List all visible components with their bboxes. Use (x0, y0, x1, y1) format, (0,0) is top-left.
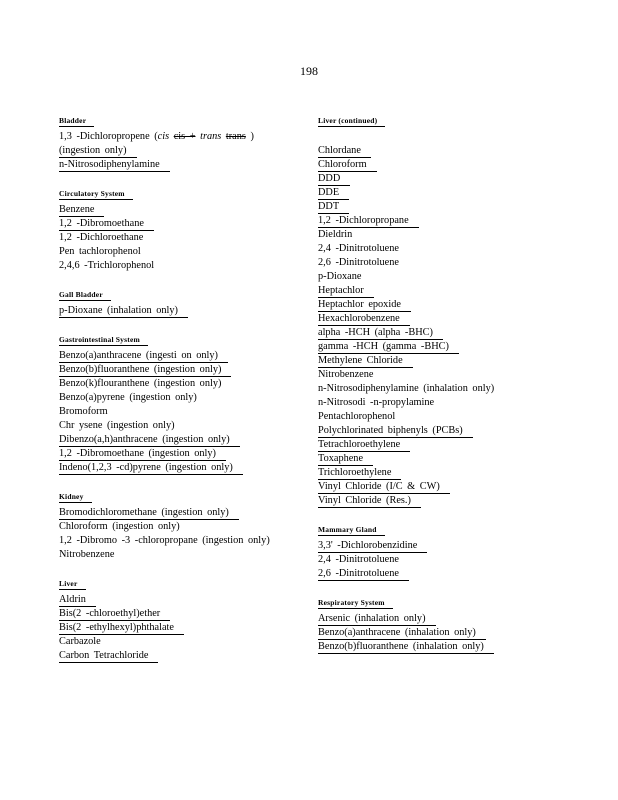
chemical-entry-text: Heptachlor (318, 285, 374, 298)
chemical-entry (59, 304, 299, 318)
section-kidney (59, 486, 299, 562)
chemical-entry-text: Nitrobenzene (318, 369, 374, 380)
chemical-entry-text: Benzo(a)pyrene (ingestion only) (59, 392, 197, 403)
chemical-entry (318, 539, 578, 553)
chemical-entry-text: Benzo(k)flouranthene (ingestion only) (59, 378, 222, 389)
chemical-entry-text: Bis(2 -chloroethyl)ether (59, 608, 170, 621)
chemical-entry (318, 452, 578, 466)
chemical-entry (318, 298, 578, 312)
chemical-entry-text: 1,2 -Dichloropropane (318, 215, 419, 228)
chemical-entry (318, 242, 578, 256)
chemical-entry-text: n-Nitrosodiphenylamine (59, 159, 170, 172)
section-circulatory-system (59, 183, 299, 273)
chemical-entry (59, 635, 299, 649)
chemical-entry-text: Benzo(a)anthracene (ingesti on only) (59, 350, 228, 363)
chemical-entry (59, 520, 299, 534)
chemical-entry (59, 461, 299, 475)
chemical-entry (318, 214, 578, 228)
chemical-entry-text: DDE (318, 187, 349, 200)
chemical-entry-text: 2,4 -Dinitrotoluene (318, 243, 399, 254)
chemical-entry (59, 130, 299, 144)
section-heading: Gastrointestinal System (59, 334, 148, 346)
chemical-entry (59, 593, 299, 607)
chemical-entry (59, 144, 299, 158)
chemical-entry-text: Dibenzo(a,h)anthracene (ingestion only) (59, 434, 240, 447)
chemical-entry-text: 1,2 -Dichloroethane (59, 232, 144, 243)
chemical-entry (318, 200, 578, 214)
chemical-entry (59, 621, 299, 635)
chemical-entry (318, 626, 578, 640)
chemical-entry-text: Tetrachloroethylene (318, 439, 410, 452)
chemical-entry-text: alpha -HCH (alpha -BHC) (318, 327, 443, 340)
chemical-entry (59, 217, 299, 231)
chemical-entry (318, 368, 578, 382)
chemical-entry-text: p-Dioxane (318, 271, 362, 282)
chemical-entry-text: Indeno(1,2,3 -cd)pyrene (ingestion only) (59, 462, 243, 475)
chemical-entry (318, 424, 578, 438)
chemical-entry (59, 405, 299, 419)
chemical-entry-text: Chloroform (ingestion only) (59, 521, 180, 532)
chemical-entry (318, 256, 578, 270)
section-gall-bladder (59, 284, 299, 318)
chemical-entry (59, 259, 299, 273)
chemical-entry (59, 377, 299, 391)
chemical-entry-text: Toxaphene (318, 453, 373, 466)
chemical-entry (318, 410, 578, 424)
chemical-entry (318, 553, 578, 567)
chemical-entry (318, 312, 578, 326)
chemical-entry (59, 607, 299, 621)
chemical-entry (59, 447, 299, 461)
chemical-entry (318, 480, 578, 494)
chemical-entry (318, 158, 578, 172)
chemical-entry-text: Benzo(b)fluoranthene (inhalation only) (318, 641, 494, 654)
chemical-entry-text: Benzene (59, 204, 104, 217)
chemical-entry-text: Benzo(b)fluoranthene (ingestion only) (59, 364, 231, 377)
section-heading: Respiratory System (318, 597, 393, 609)
chemical-entry (59, 649, 299, 663)
chemical-entry (318, 612, 578, 626)
chemical-entry-text: Hexachlorobenzene (318, 313, 410, 326)
chemical-entry (318, 382, 578, 396)
left-column (59, 110, 299, 674)
chemical-entry (318, 640, 578, 654)
chemical-entry (59, 534, 299, 548)
chemical-entry (59, 231, 299, 245)
chemical-entry (59, 363, 299, 377)
chemical-entry-text: p-Dioxane (inhalation only) (59, 305, 188, 318)
page-number: 198 (300, 64, 318, 78)
section-heading: Kidney (59, 491, 92, 503)
chemical-entry-text: Arsenic (inhalation only) (318, 613, 436, 626)
section-respiratory-system (318, 592, 578, 654)
chemical-entry-text: Vinyl Chloride (I/C & CW) (318, 481, 450, 494)
chemical-entry-text: 1,2 -Dibromoethane (59, 218, 154, 231)
chemical-entry-text: 2,6 -Dinitrotoluene (318, 257, 399, 268)
chemical-entry-text: Heptachlor epoxide (318, 299, 411, 312)
chemical-entry-text: 3,3' -Dichlorobenzidine (318, 540, 427, 553)
chemical-entry-text: Chloroform (318, 159, 377, 172)
chemical-entry-text: Trichloroethylene (318, 467, 401, 480)
chemical-entry-text: 1,2 -Dibromo -3 -chloropropane (ingestion only) (59, 535, 270, 546)
chemical-entry (318, 284, 578, 298)
chemical-entry-text: n-Nitrosodiphenylamine (inhalation only) (318, 383, 495, 394)
section-heading: Circulatory System (59, 188, 133, 200)
chemical-entry (318, 340, 578, 354)
chemical-entry-text: Vinyl Chloride (Res.) (318, 495, 421, 508)
chemical-entry-text: Pentachlorophenol (318, 411, 396, 422)
chemical-entry-text: (ingestion only) (59, 145, 137, 158)
chemical-entry-text: Bromoform (59, 406, 108, 417)
chemical-entry-text: gamma -HCH (gamma -BHC) (318, 341, 459, 354)
section-bladder (59, 110, 299, 172)
chemical-entry (59, 203, 299, 217)
chemical-entry (59, 548, 299, 562)
chemical-entry (59, 245, 299, 259)
chemical-entry (59, 433, 299, 447)
chemical-entry (59, 506, 299, 520)
section-liver (59, 573, 299, 663)
section-gastrointestinal-system (59, 329, 299, 475)
section-heading: Gall Bladder (59, 289, 111, 301)
chemical-entry-text: DDD (318, 173, 350, 186)
chemical-entry-text: Polychlorinated biphenyls (PCBs) (318, 425, 473, 438)
chemical-entry-text: Nitrobenzene (59, 549, 115, 560)
chemical-entry-text: 1,2 -Dibromoethane (ingestion only) (59, 448, 226, 461)
chemical-entry (318, 396, 578, 410)
chemical-entry-text: Methylene Chloride (318, 355, 413, 368)
chemical-entry (318, 567, 578, 581)
chemical-entry (318, 130, 578, 144)
chemical-entry (59, 391, 299, 405)
chemical-entry-text: Chlordane (318, 145, 371, 158)
chemical-entry-text: Carbon Tetrachloride (59, 650, 158, 663)
chemical-entry (59, 158, 299, 172)
chemical-entry-text: n-Nitrosodi -n-propylamine (318, 397, 435, 408)
chemical-entry (318, 466, 578, 480)
chemical-entry (59, 349, 299, 363)
chemical-entry (318, 494, 578, 508)
chemical-entry (318, 186, 578, 200)
right-column (318, 110, 578, 665)
chemical-entry (59, 419, 299, 433)
chemical-entry-text: Pen tachlorophenol (59, 246, 141, 257)
chemical-entry (318, 354, 578, 368)
section-mammary-gland (318, 519, 578, 581)
chemical-entry (318, 326, 578, 340)
chemical-entry-text: Bromodichloromethane (ingestion only) (59, 507, 239, 520)
chemical-entry-text: 2,4,6 -Trichlorophenol (59, 260, 155, 271)
section-heading: Liver (continued) (318, 115, 385, 127)
chemical-entry-text: DDT (318, 201, 349, 214)
chemical-entry-text: Bis(2 -ethylhexyl)phthalate (59, 622, 184, 635)
chemical-entry-text: Dieldrin (318, 229, 353, 240)
section-heading: Mammary Gland (318, 524, 385, 536)
chemical-entry (318, 228, 578, 242)
section-heading: Liver (59, 578, 86, 590)
chemical-entry-text: 2,6 -Dinitrotoluene (318, 568, 409, 581)
chemical-entry-text: 2,4 -Dinitrotoluene (318, 554, 399, 565)
chemical-entry-text: 1,3 -Dichloropropene (cis cis + trans trans ) (59, 131, 254, 142)
chemical-entry (318, 172, 578, 186)
section-heading: Bladder (59, 115, 94, 127)
chemical-entry-text: Carbazole (59, 636, 101, 647)
chemical-entry (318, 438, 578, 452)
chemical-entry (318, 270, 578, 284)
chemical-entry (318, 144, 578, 158)
chemical-entry-text: Benzo(a)anthracene (inhalation only) (318, 627, 486, 640)
chemical-entry-text: Aldrin (59, 594, 96, 607)
section-liver-continued (318, 110, 578, 508)
chemical-entry-text: Chr ysene (ingestion only) (59, 420, 175, 431)
